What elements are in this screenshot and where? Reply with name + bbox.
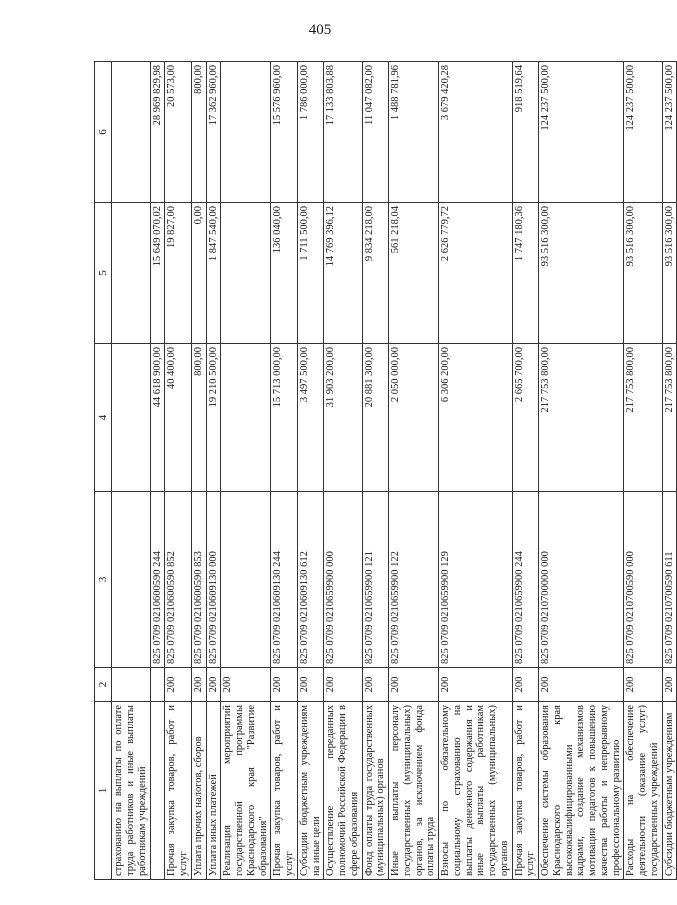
cell-v6: 124 237 500,00 bbox=[662, 62, 677, 203]
cell-v6: 124 237 500,00 bbox=[539, 62, 624, 203]
cell-name: Уплата прочих налогов, сборов bbox=[191, 702, 206, 880]
table-row bbox=[539, 62, 624, 880]
cell-v4: 31 903 200,00 bbox=[324, 344, 362, 492]
cell-name: Реализация мероприятий государственной программы Краснодарского края "Развитие образования" bbox=[221, 702, 271, 880]
cell-v5: 9 834 218,00 bbox=[362, 203, 389, 344]
cell-v4: 217 753 800,00 bbox=[539, 344, 624, 492]
cell-v5 bbox=[112, 203, 150, 344]
cell-name: Уплата иных платежей bbox=[206, 702, 221, 880]
cell-code: 825 0709 0210659900 244 bbox=[512, 492, 539, 668]
cell-v5: 1 711 500,00 bbox=[297, 203, 324, 344]
cell-v5: 15 649 070,02 bbox=[150, 203, 165, 344]
cell-code: 825 0709 0210600590 853 bbox=[191, 492, 206, 668]
cell-c2 bbox=[150, 668, 165, 702]
cell-v6: 918 519,64 bbox=[512, 62, 539, 203]
cell-name: Прочая закупка товаров, работ и услуг bbox=[512, 702, 539, 880]
cell-code: 825 0709 0210659900 121 bbox=[362, 492, 389, 668]
cell-v6: 15 576 960,00 bbox=[271, 62, 298, 203]
cell-code bbox=[112, 492, 150, 668]
cell-code: 825 0709 0210659900 122 bbox=[389, 492, 439, 668]
table-sheet bbox=[94, 62, 675, 880]
cell-c2: 200 bbox=[539, 668, 624, 702]
header-col-6: 6 bbox=[95, 62, 112, 203]
cell-v4: 2 050 000,00 bbox=[389, 344, 439, 492]
cell-c2: 200 bbox=[624, 668, 662, 702]
cell-v6: 17 362 960,00 bbox=[206, 62, 221, 203]
table-row bbox=[324, 62, 362, 880]
table-row bbox=[389, 62, 439, 880]
cell-code: 825 0709 0210700590 000 bbox=[624, 492, 662, 668]
table-row bbox=[439, 62, 513, 880]
cell-c2: 200 bbox=[662, 668, 677, 702]
cell-code: 825 0709 0210600590 244 bbox=[150, 492, 165, 668]
cell-v5: 2 626 779,72 bbox=[439, 203, 513, 344]
cell-v4 bbox=[221, 344, 271, 492]
cell-code: 825 0709 0210700000 000 bbox=[539, 492, 624, 668]
cell-v6: 3 679 420,28 bbox=[439, 62, 513, 203]
cell-code: 825 0709 0210609130 244 bbox=[271, 492, 298, 668]
cell-v4: 44 618 900,00 bbox=[150, 344, 165, 492]
cell-v6: 800,00 bbox=[191, 62, 206, 203]
cell-c2: 200 bbox=[362, 668, 389, 702]
cell-name: Субсидии бюджетным учреждениям на иные цели bbox=[297, 702, 324, 880]
cell-v4: 217 753 800,00 bbox=[662, 344, 677, 492]
cell-name: Расходы на обеспечение деятельности (оказание услуг) государственных учреждений bbox=[624, 702, 662, 880]
cell-c2: 200 bbox=[389, 668, 439, 702]
table-row bbox=[271, 62, 298, 880]
cell-v4: 217 753 800,00 bbox=[624, 344, 662, 492]
cell-v6 bbox=[112, 62, 150, 203]
cell-c2: 200 bbox=[221, 668, 271, 702]
cell-v6: 28 969 829,98 bbox=[150, 62, 165, 203]
table-row bbox=[206, 62, 221, 880]
cell-name: Субсидии бюджетным учреждениям bbox=[662, 702, 677, 880]
cell-v5: 136 040,00 bbox=[271, 203, 298, 344]
cell-c2: 200 bbox=[191, 668, 206, 702]
cell-name: Обеспечение системы образования Краснодарского края высококвалифицированными кадрами, создание механизмов мотивации педагогов к повышению качества работы и непрерывному профессиональному развитию bbox=[539, 702, 624, 880]
cell-code bbox=[221, 492, 271, 668]
table-row bbox=[150, 62, 165, 880]
cell-name: Фонд оплаты труда государственных (муниципальных) органов bbox=[362, 702, 389, 880]
cell-v5: 19 827,00 bbox=[165, 203, 192, 344]
cell-v5: 0,00 bbox=[191, 203, 206, 344]
cell-name: Осуществление переданных полномочий Российской Федерации в сфере образования bbox=[324, 702, 362, 880]
header-col-3: 3 bbox=[95, 492, 112, 668]
header-col-4: 4 bbox=[95, 344, 112, 492]
table-row bbox=[165, 62, 192, 880]
table-row bbox=[512, 62, 539, 880]
cell-c2: 200 bbox=[439, 668, 513, 702]
table-row bbox=[362, 62, 389, 880]
header-col-2: 2 bbox=[95, 668, 112, 702]
cell-v4: 19 210 500,00 bbox=[206, 344, 221, 492]
cell-v5: 93 516 300,00 bbox=[662, 203, 677, 344]
cell-v6: 1 786 000,00 bbox=[297, 62, 324, 203]
cell-code: 825 0709 0210659900 000 bbox=[324, 492, 362, 668]
cell-name: Иные выплаты персоналу государственных (муниципальных) органов, за исключением фонда оплаты труда bbox=[389, 702, 439, 880]
cell-c2: 200 bbox=[165, 668, 192, 702]
cell-code: 825 0709 0210609130 612 bbox=[297, 492, 324, 668]
cell-v4: 800,00 bbox=[191, 344, 206, 492]
table-row bbox=[297, 62, 324, 880]
cell-name bbox=[150, 702, 165, 880]
cell-c2: 200 bbox=[206, 668, 221, 702]
cell-c2: 200 bbox=[512, 668, 539, 702]
cell-name: страхованию на выплаты по оплате труда работников и иные выплаты работникам учреждений bbox=[112, 702, 150, 880]
table-row bbox=[221, 62, 271, 880]
cell-v5: 1 847 540,00 bbox=[206, 203, 221, 344]
cell-v6 bbox=[221, 62, 271, 203]
header-col-5: 5 bbox=[95, 203, 112, 344]
cell-name: Прочая закупка товаров, работ и услуг bbox=[271, 702, 298, 880]
cell-v5 bbox=[221, 203, 271, 344]
cell-v5: 93 516 300,00 bbox=[539, 203, 624, 344]
header-row bbox=[95, 62, 112, 880]
table-row bbox=[112, 62, 150, 880]
cell-name: Взносы по обязательному социальному страхованию на выплаты денежного содержания и иные выплаты работникам государственных (муниципальных) органов bbox=[439, 702, 513, 880]
cell-c2: 200 bbox=[297, 668, 324, 702]
cell-v5: 14 769 396,12 bbox=[324, 203, 362, 344]
cell-v6: 1 488 781,96 bbox=[389, 62, 439, 203]
cell-code: 825 0709 0210659900 129 bbox=[439, 492, 513, 668]
cell-v6: 20 573,00 bbox=[165, 62, 192, 203]
cell-v6: 11 047 082,00 bbox=[362, 62, 389, 203]
cell-code: 825 0709 0210700590 611 bbox=[662, 492, 677, 668]
table-row bbox=[624, 62, 662, 880]
cell-code: 825 0709 0210609130 000 bbox=[206, 492, 221, 668]
cell-v5: 561 218,04 bbox=[389, 203, 439, 344]
budget-table bbox=[94, 61, 677, 880]
cell-v4: 6 306 200,00 bbox=[439, 344, 513, 492]
cell-v4 bbox=[112, 344, 150, 492]
cell-v4: 40 400,00 bbox=[165, 344, 192, 492]
cell-v4: 3 497 500,00 bbox=[297, 344, 324, 492]
cell-c2: 200 bbox=[271, 668, 298, 702]
cell-v6: 124 237 500,00 bbox=[624, 62, 662, 203]
cell-v5: 93 516 300,00 bbox=[624, 203, 662, 344]
table-body bbox=[112, 62, 677, 880]
table-row bbox=[191, 62, 206, 880]
cell-c2 bbox=[112, 668, 150, 702]
cell-code: 825 0709 0210600590 852 bbox=[165, 492, 192, 668]
cell-v4: 15 713 000,00 bbox=[271, 344, 298, 492]
cell-v4: 20 881 300,00 bbox=[362, 344, 389, 492]
cell-v4: 2 665 700,00 bbox=[512, 344, 539, 492]
cell-v6: 17 133 803,88 bbox=[324, 62, 362, 203]
cell-name: Прочая закупка товаров, работ и услуг bbox=[165, 702, 192, 880]
table-row bbox=[662, 62, 677, 880]
rotated-table-wrapper bbox=[94, 62, 675, 880]
page-number: 405 bbox=[308, 22, 332, 38]
cell-v5: 1 747 180,36 bbox=[512, 203, 539, 344]
cell-c2: 200 bbox=[324, 668, 362, 702]
header-col-1: 1 bbox=[95, 702, 112, 880]
